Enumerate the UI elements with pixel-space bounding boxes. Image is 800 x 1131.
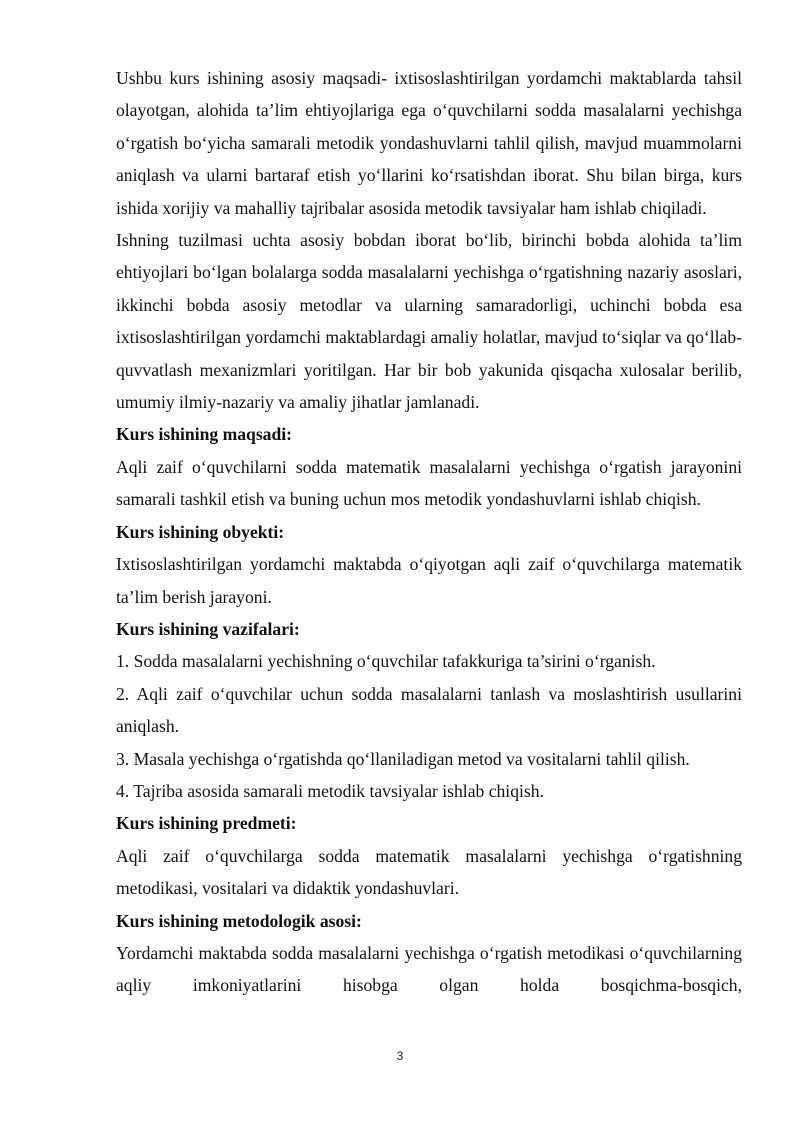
task-item-4: 4. Tajriba asosida samarali metodik tavsiyalar ishlab chiqish.: [116, 780, 544, 801]
goal-heading: Kurs ishining maqsadi:: [116, 424, 292, 445]
intro-paragraph-goal: Ushbu kurs ishining asosiy maqsadi- ixtisoslashtirilgan yordamchi maktablarda tahsil olayotgan, alohida ta’lim ehtiyojlariga ega o‘quvchilarni sodda masalalarni yechishga o‘rgatish bo‘yicha samarali metodik yondashuvlarni tahlil qilish, mavjud muammolarni aniqlash va ularni bartaraf etish yo‘llarini ko‘rsatishdan iborat. Shu bilan birga, kurs ishida xorijiy va mahalliy tajribalar asosida metodik tavsiyalar ham ishlab chiqiladi.: [116, 68, 742, 218]
goal-text: Aqli zaif o‘quvchilarni sodda matematik masalalarni yechishga o‘rgatish jarayonini samarali tashkil etish va buning uchun mos metodik yondashuvlarni ishlab chiqish.: [116, 456, 742, 510]
methodology-heading: Kurs ishining metodologik asosi:: [116, 910, 362, 931]
document-page: [116, 62, 742, 1002]
object-text: Ixtisoslashtirilgan yordamchi maktabda o‘qiyotgan aqli zaif o‘quvchilarga matematik ta’lim berish jarayoni.: [116, 554, 742, 607]
page-number: 3: [396, 1049, 404, 1063]
subject-heading: Kurs ishining predmeti:: [116, 813, 297, 834]
subject-text: Aqli zaif o‘quvchilarga sodda matematik masalalarni yechishga o‘rgatishning metodikasi, vositalari va didaktik yondashuvlari.: [116, 845, 742, 899]
task-item-1: 1. Sodda masalalarni yechishning o‘quvchilar tafakkuriga ta’sirini o‘rganish.: [116, 651, 656, 672]
task-item-2: 2. Aqli zaif o‘quvchilar uchun sodda masalalarni tanlash va moslashtirish usullarini aniqlash.: [116, 683, 742, 737]
intro-paragraph-structure: Ishning tuzilmasi uchta asosiy bobdan iborat bo‘lib, birinchi bobda alohida ta’lim ehtiyojlari bo‘lgan bolalarga sodda masalalarni yechishga o‘rgatishning nazariy asoslari, ikkinchi bobda asosiy metodlar va ularning samaradorligi, uchinchi bobda esa ixtisoslashtirilgan yordamchi maktablardagi amaliy holatlar, mavjud to‘siqlar va qo‘llab-quvvatlash mexanizmlari yoritilgan. Har bir bob yakunida qisqacha xulosalar berilib, umumiy ilmiy-nazariy va amaliy jihatlar jamlanadi.: [116, 230, 742, 413]
object-heading: Kurs ishining obyekti:: [116, 521, 285, 542]
tasks-heading: Kurs ishining vazifalari:: [116, 618, 300, 639]
task-item-3: 3. Masala yechishga o‘rgatishda qo‘llaniladigan metod va vositalarni tahlil qilish.: [116, 748, 690, 769]
methodology-text: Yordamchi maktabda sodda masalalarni yechishga o‘rgatish metodikasi o‘quvchilarning aqliy imkoniyatlarini hisobga olgan holda bosqichma-bosqich,: [116, 942, 742, 996]
